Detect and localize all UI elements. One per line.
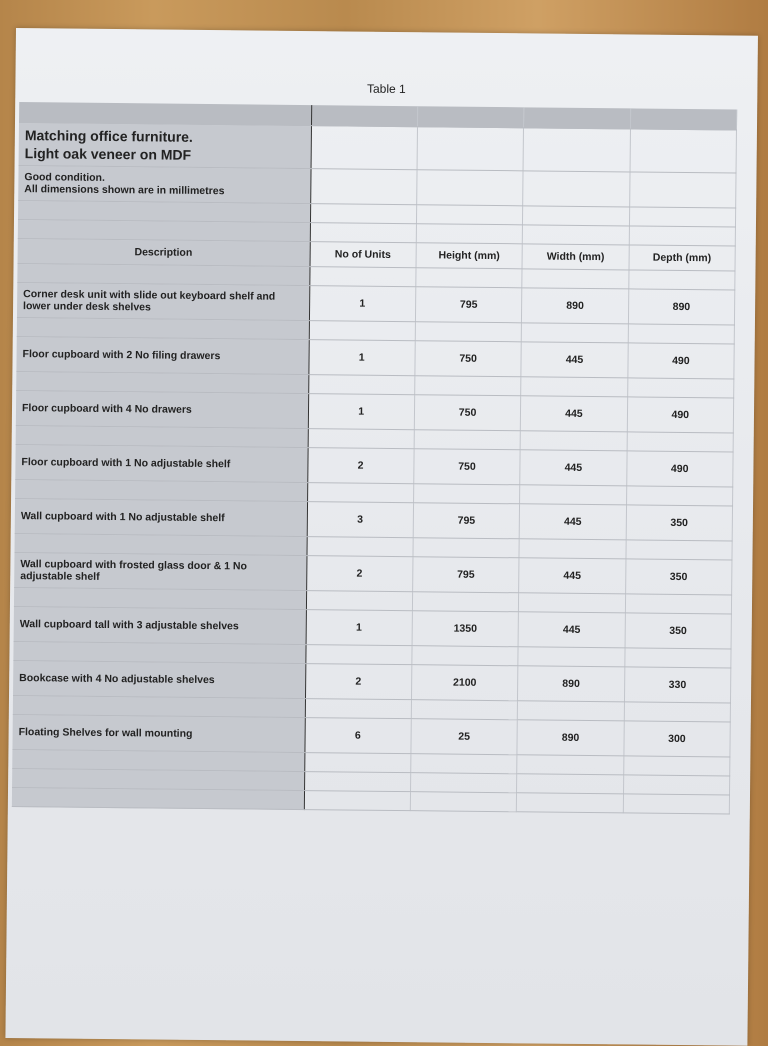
subtitle-line: All dimensions shown are in millimetres bbox=[24, 183, 225, 198]
col-description: Description bbox=[18, 239, 310, 267]
cell-height: 1350 bbox=[412, 611, 519, 647]
cell-width: 445 bbox=[521, 396, 628, 432]
subtitle-line: Good condition. bbox=[24, 171, 105, 184]
cell-description: Wall cupboard with 1 No adjustable shelf bbox=[15, 499, 307, 537]
cell-depth: 330 bbox=[624, 667, 731, 703]
cell-depth: 490 bbox=[626, 451, 733, 487]
cell-height: 795 bbox=[412, 557, 519, 593]
cell-description: Floor cupboard with 2 No filing drawers bbox=[16, 337, 308, 375]
paper-sheet bbox=[5, 28, 758, 1046]
table-caption: Table 1 bbox=[366, 81, 406, 97]
cell-units: 2 bbox=[307, 448, 414, 484]
cell-depth: 350 bbox=[625, 559, 732, 595]
col-height: Height (mm) bbox=[416, 243, 523, 269]
cell-width: 445 bbox=[518, 612, 625, 648]
table-subtitle bbox=[18, 166, 310, 204]
cell-depth: 300 bbox=[624, 721, 731, 757]
cell-width: 445 bbox=[520, 450, 627, 486]
cell-description: Wall cupboard with frosted glass door & 1 No adjustable shelf bbox=[14, 553, 306, 591]
cell-depth: 890 bbox=[628, 289, 735, 325]
cell-height: 750 bbox=[415, 341, 522, 377]
table-title bbox=[19, 123, 311, 169]
cell-units: 1 bbox=[308, 340, 415, 376]
furniture-table bbox=[12, 102, 737, 814]
cell-height: 750 bbox=[414, 395, 521, 431]
cell-width: 445 bbox=[521, 342, 628, 378]
cell-units: 1 bbox=[306, 610, 413, 646]
cell-units: 1 bbox=[309, 286, 416, 322]
cell-description: Bookcase with 4 No adjustable shelves bbox=[13, 661, 305, 699]
cell-description: Wall cupboard tall with 3 adjustable shelves bbox=[14, 607, 306, 645]
cell-width: 890 bbox=[522, 288, 629, 324]
cell-description: Floor cupboard with 4 No drawers bbox=[16, 391, 308, 429]
title-line: Light oak veneer on MDF bbox=[24, 145, 192, 163]
cell-width: 890 bbox=[517, 720, 624, 756]
title-line: Matching office furniture. bbox=[24, 127, 193, 145]
cell-height: 795 bbox=[413, 503, 520, 539]
col-units: No of Units bbox=[310, 242, 417, 268]
cell-depth: 350 bbox=[626, 505, 733, 541]
cell-description: Corner desk unit with slide out keyboard shelf and lower under desk shelves bbox=[17, 283, 309, 321]
col-depth: Depth (mm) bbox=[629, 245, 736, 271]
col-width: Width (mm) bbox=[522, 244, 629, 270]
cell-width: 445 bbox=[519, 558, 626, 594]
cell-depth: 490 bbox=[627, 397, 734, 433]
cell-depth: 350 bbox=[625, 613, 732, 649]
cell-units: 2 bbox=[305, 664, 412, 700]
cell-units: 2 bbox=[306, 556, 413, 592]
cell-height: 750 bbox=[414, 449, 521, 485]
cell-width: 890 bbox=[518, 666, 625, 702]
cell-width: 445 bbox=[519, 504, 626, 540]
cell-description: Floor cupboard with 1 No adjustable shelf bbox=[15, 445, 307, 483]
cell-depth: 490 bbox=[627, 343, 734, 379]
cell-units: 1 bbox=[308, 394, 415, 430]
cell-height: 25 bbox=[411, 719, 518, 755]
title-row bbox=[19, 123, 737, 174]
cell-height: 795 bbox=[415, 287, 522, 323]
cell-units: 6 bbox=[304, 718, 411, 754]
cell-height: 2100 bbox=[411, 665, 518, 701]
cell-units: 3 bbox=[307, 502, 414, 538]
cell-description: Floating Shelves for wall mounting bbox=[12, 715, 304, 753]
